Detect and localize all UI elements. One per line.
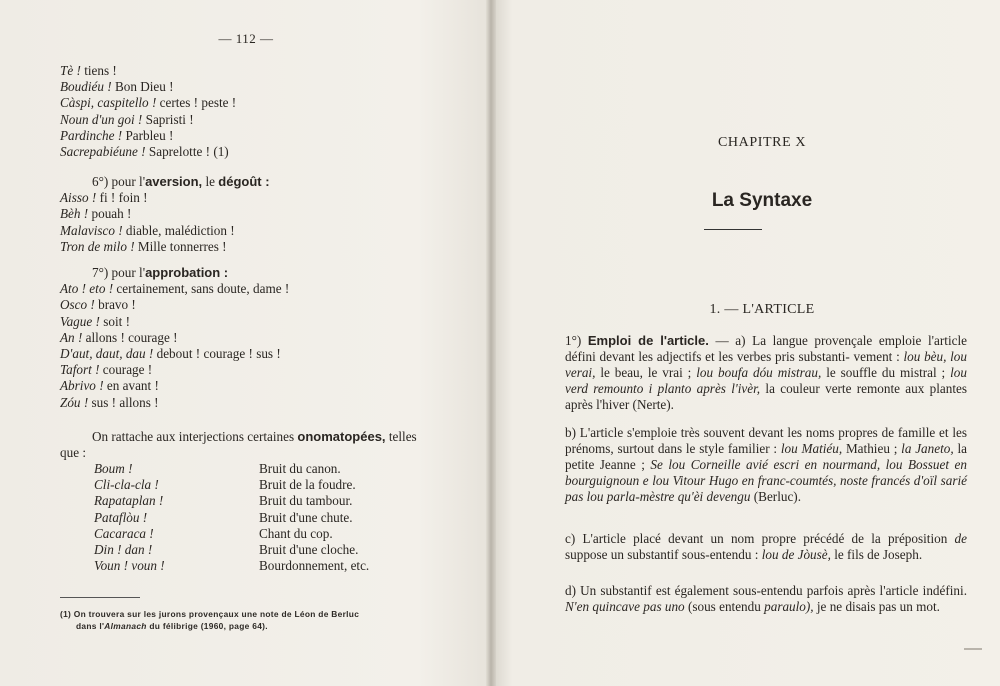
table-row: Pataflòu ! Bruit d'une chute. (94, 509, 353, 525)
aversion-section (60, 174, 270, 255)
interjection-list (60, 63, 236, 160)
list-item: Noun d'un goi ! Sapristi ! (60, 111, 194, 127)
page-number: — 112 — (218, 31, 274, 46)
list-item: Malavisco ! diable, malédiction ! (60, 222, 235, 238)
paragraph-3: c) L'article placé devant un nom propre précédé de la préposition de suppose un substantif sous-entendu : lou de Jòusè, le fils de Joseph. (565, 531, 967, 563)
left-page (0, 0, 492, 686)
approbation-heading: 7°) pour l'approbation : (92, 265, 229, 280)
section-heading: 1. — L'ARTICLE (709, 302, 815, 317)
table-row: Cacaraca ! Chant du cop. (94, 525, 333, 541)
list-item: Ato ! eto ! certainement, sans doute, dame ! (60, 281, 290, 297)
list-item: An ! allons ! courage ! (60, 329, 178, 345)
paragraph-4: d) Un substantif est également sous-entendu parfois après l'article indéfini. N'en quincave pas uno (sous entendu paraulo), je ne disais pas un mot. (565, 583, 967, 615)
list-item: Càspi, caspitello ! certes ! peste ! (60, 95, 237, 111)
list-item: Zóu ! sus ! allons ! (60, 394, 159, 410)
list-item: Aisso ! fi ! foin ! (60, 190, 148, 206)
list-item: D'aut, daut, dau ! debout ! courage ! sus ! (60, 346, 281, 362)
footnote: (1) On trouvera sur les jurons provençaux une note de Léon de Berluc dans l'Almanach du félibrige (1960, page 64). (60, 609, 360, 631)
list-item: Vague ! soit ! (60, 313, 130, 329)
list-item: Boudiéu ! Bon Dieu ! (60, 79, 174, 95)
list-item: Tafort ! courage ! (60, 362, 153, 378)
table-row: Rapataplan ! Bruit du tambour. (94, 493, 353, 509)
table-row: Boum ! Bruit du canon. (94, 461, 341, 476)
table-row: Cli-cla-cla ! Bruit de la foudre. (94, 477, 356, 493)
list-item: Pardinche ! Parbleu ! (60, 127, 174, 143)
footnote-divider (60, 597, 140, 598)
onomatopoeia-intro: On rattache aux interjections certaines onomatopées, telles que : (60, 429, 417, 461)
approbation-section (60, 265, 289, 411)
list-item: Tron de milo ! Mille tonnerres ! (60, 238, 227, 254)
onomatopoeia-table (94, 461, 369, 574)
title-divider (704, 229, 762, 230)
table-row: Din ! dan ! Bruit d'une cloche. (94, 542, 359, 558)
page-edge-mark (964, 648, 982, 650)
list-item: Abrivo ! en avant ! (60, 378, 159, 394)
list-item: Tè ! tiens ! (60, 63, 117, 78)
chapter-title: La Syntaxe (711, 190, 813, 211)
list-item: Sacrepabiéune ! Saprelotte ! (1) (60, 144, 229, 160)
list-item: Bèh ! pouah ! (60, 206, 132, 222)
aversion-heading: 6°) pour l'aversion, le dégoût : (92, 174, 270, 189)
right-page (492, 0, 1000, 686)
list-item: Osco ! bravo ! (60, 297, 136, 313)
table-row: Voun ! voun ! Bourdonnement, etc. (94, 558, 370, 574)
paragraph-2: b) L'article s'emploie très souvent devant les noms propres de famille et les prénoms, surtout dans le style familier : lou Matiéu, Mathieu ; la Janeto, la petite Jeanne ; Se lou Corneille avié escri en nourmand, lou Bossuet en bourguignoun e lou Vitour Hugo en franc-coumtés, noste francés d'oïl sarié pas lou parla-mèstre qu'èi devengu (Berluc). (565, 425, 967, 505)
book-gutter (486, 0, 496, 686)
chapter-label: CHAPITRE X (717, 135, 807, 150)
paragraph-1: 1°) Emploi de l'article. — a) La langue provençale emploie l'article défini devant les adjectifs et les verbes pris substanti- vement : lou bèu, lou verai, le beau, le vrai ; lou boufa dóu mistrau, le souffle du mistral ; lou verd remounto i planto après l'ivèr, la couleur verte remonte aux plantes après l'hiver (Nerte). (565, 333, 967, 413)
